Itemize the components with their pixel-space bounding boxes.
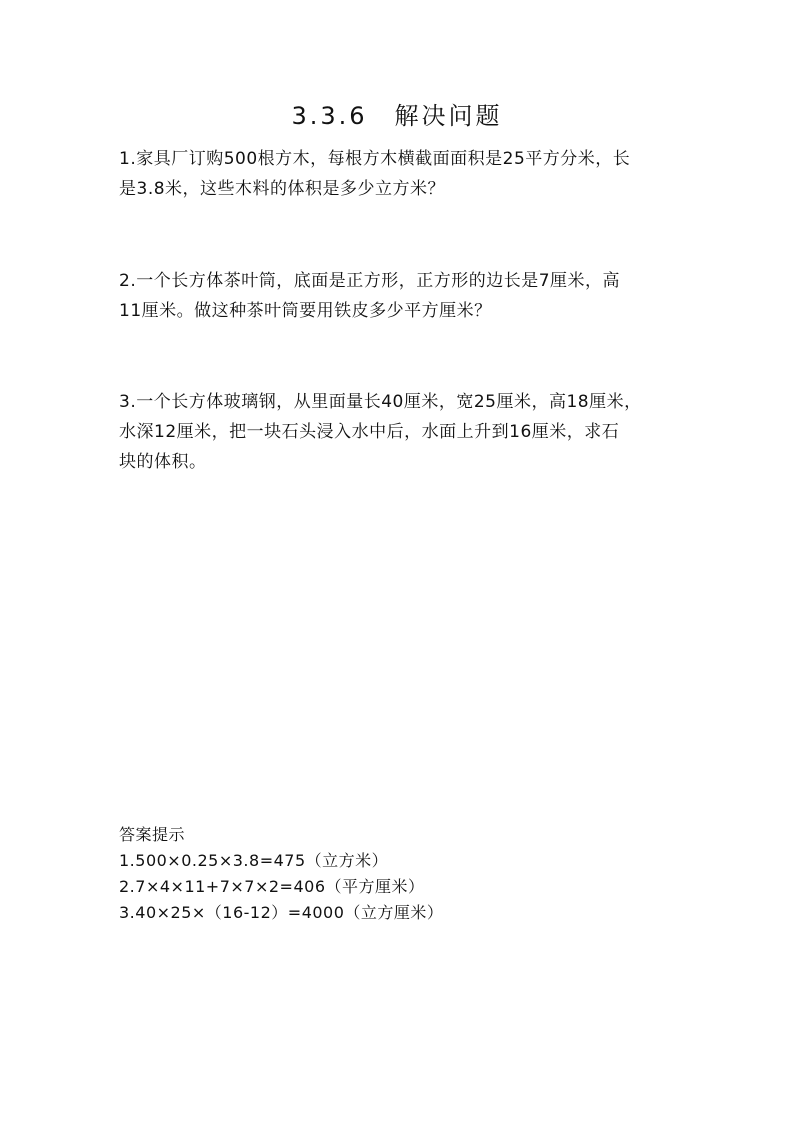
- question-2: [119, 266, 689, 326]
- question-3-line-2: 水深12厘米，把一块石头浸入水中后，水面上升到16厘米，求石: [119, 422, 620, 442]
- answer-hints: [119, 822, 689, 926]
- answer-2: 2.7×4×11+7×7×2=406（平方厘米）: [119, 877, 425, 896]
- question-1-line-1: 1.家具厂订购500根方木，每根方木横截面面积是25平方分米，长: [119, 149, 631, 169]
- answer-3: 3.40×25×（16-12）=4000（立方厘米）: [119, 903, 444, 922]
- question-1-line-2: 是3.8米，这些木料的体积是多少立方米？: [119, 179, 446, 199]
- question-2-line-1: 2.一个长方体茶叶筒，底面是正方形，正方形的边长是7厘米，高: [119, 271, 621, 291]
- question-1: [119, 144, 689, 204]
- page-title: 3.3.6 解决问题: [291, 102, 503, 130]
- question-3-line-1: 3.一个长方体玻璃钢，从里面量长40厘米，宽25厘米，高18厘米，: [119, 392, 642, 412]
- question-3: [119, 387, 689, 477]
- question-3-line-3: 块的体积。: [119, 452, 207, 472]
- answer-1: 1.500×0.25×3.8=475（立方米）: [119, 851, 389, 870]
- answer-hints-heading: 答案提示: [119, 825, 186, 844]
- question-2-line-2: 11厘米。做这种茶叶筒要用铁皮多少平方厘米？: [119, 301, 492, 321]
